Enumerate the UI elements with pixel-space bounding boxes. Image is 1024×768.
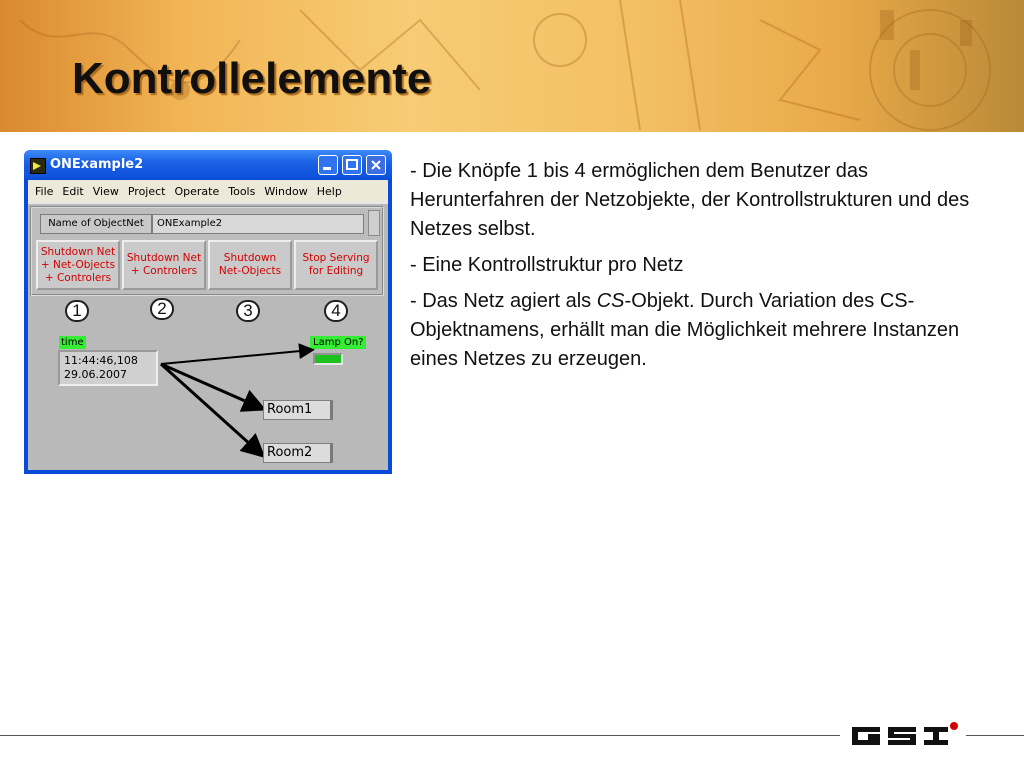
cs-text-start: - Das Netz agiert als — [410, 290, 597, 312]
explanation-text — [410, 157, 970, 381]
menu-file[interactable]: File — [35, 184, 54, 198]
footer-line-left — [0, 735, 840, 736]
time-value: 11:44:46,108 — [64, 354, 138, 367]
maximize-icon — [343, 156, 361, 174]
maximize-button[interactable] — [342, 155, 362, 175]
slide-title: Kontrollelemente — [72, 54, 432, 103]
paragraph-buttons: - Die Knöpfe 1 bis 4 ermöglichen dem Benutzer das Herunterfahren der Netzobjekte, der Kontrollstrukturen und des Netzes selbst. — [410, 160, 970, 240]
menu-edit[interactable]: Edit — [62, 184, 84, 198]
paragraph-cs-object — [410, 287, 970, 374]
menu-window[interactable]: Window — [264, 184, 308, 198]
badge-1: 1 — [65, 300, 89, 322]
vi-glyph-icon — [31, 160, 43, 172]
close-button[interactable] — [366, 155, 386, 175]
arrow-to-room2 — [161, 364, 261, 454]
room1-indicator: Room1 — [263, 400, 333, 420]
time-label: time — [61, 337, 84, 348]
minimize-icon — [319, 156, 337, 174]
footer-line-right — [966, 735, 1024, 736]
lamp-label: Lamp On? — [310, 336, 366, 349]
close-icon — [367, 156, 385, 174]
cs-italic: CS — [596, 290, 625, 312]
front-panel — [28, 202, 388, 470]
arrow-to-room1 — [161, 364, 261, 408]
shutdown-net-controlers-button[interactable]: Shutdown Net + Controlers — [122, 240, 206, 290]
connection-arrows — [28, 202, 388, 470]
menu-view[interactable]: View — [92, 184, 119, 198]
window-titlebar[interactable] — [24, 150, 392, 180]
window-title: ONExample2 — [50, 157, 144, 172]
menu-help[interactable]: Help — [316, 184, 342, 198]
menu-tools[interactable]: Tools — [228, 184, 256, 198]
cs-text-end: -Objekt. Durch Variation des CS-Objektnamens, erhällt man die Möglichkeit mehrere Instanzen eines Netzes zu erzeugen. — [410, 290, 960, 370]
badge-2: 2 — [150, 298, 174, 320]
stop-serving-button[interactable]: Stop Serving for Editing — [294, 240, 378, 290]
gsi-logo — [848, 721, 964, 751]
badge-3: 3 — [236, 300, 260, 322]
badge-4: 4 — [324, 300, 348, 322]
arrow-to-lamp — [161, 350, 311, 364]
date-value: 29.06.2007 — [64, 368, 127, 381]
title-banner — [0, 0, 1024, 132]
paragraph-control-structure: - Eine Kontrollstruktur pro Netz — [410, 254, 684, 276]
shutdown-net-objects-controlers-button[interactable]: Shutdown Net + Net-Objects + Controlers — [36, 240, 120, 290]
objectnet-name-field[interactable]: ONExample2 — [152, 214, 364, 234]
shutdown-net-objects-button[interactable]: Shutdown Net-Objects — [208, 240, 292, 290]
labview-window — [24, 150, 392, 474]
minimize-button[interactable] — [318, 155, 338, 175]
labview-app-icon — [30, 158, 46, 174]
menu-operate[interactable]: Operate — [174, 184, 220, 198]
menu-bar — [28, 180, 388, 202]
menu-project[interactable]: Project — [127, 184, 166, 198]
objectnet-name-label: Name of ObjectNet — [40, 214, 152, 234]
room2-indicator: Room2 — [263, 443, 333, 463]
